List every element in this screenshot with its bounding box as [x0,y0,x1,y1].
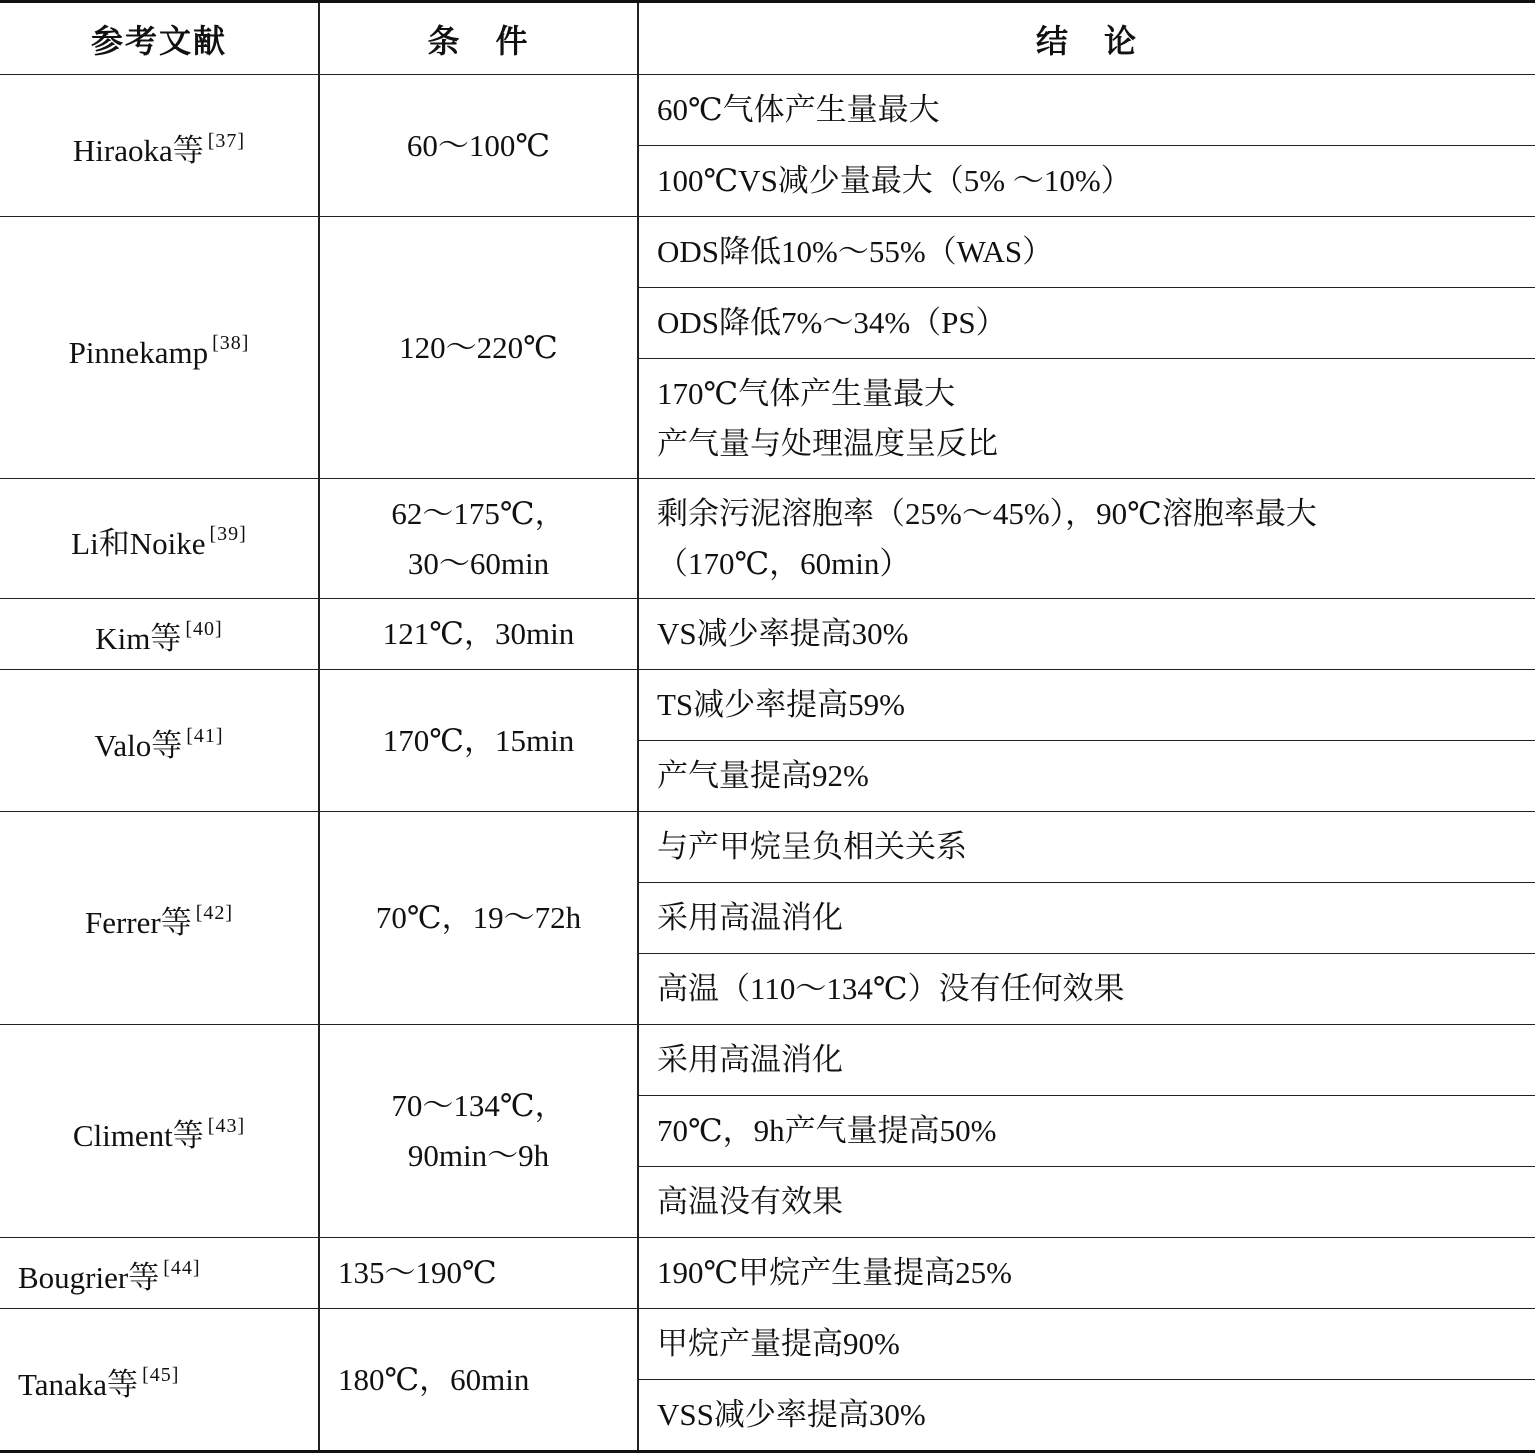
citation-number: [44] [163,1257,201,1279]
conclusion-text: 高温（110～134℃）没有任何效果 [657,971,1125,1006]
condition-text: 90min～9h [407,1138,550,1173]
condition-text: 70℃，19～72h [375,900,582,935]
condition-text: 120～220℃ [399,329,558,365]
condition-text: 135～190℃ [338,1255,497,1290]
table-body [0,75,1535,1452]
conclusion-cell [638,954,1535,1025]
reference-cell [0,1025,319,1238]
conclusion-text: VS减少率提高30% [657,616,909,651]
conclusion-text: TS减少率提高59% [657,687,905,722]
condition-cell [319,1025,638,1238]
conclusion-cell [638,670,1535,741]
reference-cell [0,812,319,1025]
conclusion-cell [638,75,1535,146]
condition-text: 62～175℃， [391,495,566,531]
reference-cell [0,599,319,670]
condition-text: 60～100℃ [406,127,551,163]
citation-number: [37] [207,129,246,152]
conclusion-cell [638,1309,1535,1380]
conclusion-cell [638,217,1535,288]
table-row [0,1309,1535,1380]
conclusion-cell [638,741,1535,812]
table-row [0,1238,1535,1309]
condition-text: 170℃，15min [382,722,575,758]
reference-cell [0,217,319,479]
conclusion-cell [638,1096,1535,1167]
citation-number: [43] [207,1115,246,1137]
header-condition: 条 件 [319,2,638,75]
table-row [0,217,1535,288]
reference-cell [0,1238,319,1309]
conclusion-text: 170℃气体产生量最大 [657,375,956,411]
reference-name: Pinnekamp [68,334,209,370]
table-row [0,1025,1535,1096]
citation-number: [40] [185,618,223,640]
conclusion-text: 与产甲烷呈负相关关系 [657,829,967,864]
conclusion-text: 60℃气体产生量最大 [657,92,940,127]
reference-name: Ferrer等 [84,905,192,940]
reference-name: Bougrier等 [18,1260,160,1295]
condition-text: 70～134℃， [391,1088,566,1123]
conclusion-text: 剩余污泥溶胞率（25%～45%），90℃溶胞率最大 [657,495,1317,531]
conclusion-cell [638,288,1535,359]
conclusion-text: 高温没有效果 [657,1184,843,1219]
conclusion-text: 100℃VS减少量最大（5% ～10%） [657,163,1132,198]
table-row [0,599,1535,670]
reference-cell [0,670,319,812]
conclusion-cell [638,1167,1535,1238]
reference-name: Valo等 [94,727,183,763]
conclusion-cell [638,479,1535,599]
conclusion-cell [638,812,1535,883]
conclusion-text: （170℃，60min） [657,545,911,581]
condition-cell [319,1238,638,1309]
citation-number: [38] [212,331,250,354]
conclusion-cell [638,1380,1535,1452]
citation-number: [39] [209,522,247,545]
reference-name: Climent等 [72,1118,204,1153]
conclusion-text: 产气量提高92% [657,758,869,793]
conclusion-text: 产气量与处理温度呈反比 [657,425,998,461]
header-row [0,2,1535,75]
conclusion-cell [638,883,1535,954]
conclusion-text: 70℃，9h产气量提高50% [657,1113,997,1148]
reference-cell [0,479,319,599]
condition-text: 180℃，60min [338,1361,530,1397]
condition-cell [319,670,638,812]
conclusion-text: ODS降低10%～55%（WAS） [657,234,1054,269]
citation-number: [42] [195,902,234,924]
condition-text: 121℃，30min [382,616,575,651]
conclusion-text: 采用高温消化 [657,900,843,935]
citation-number: [45] [142,1363,180,1386]
conclusion-text: 甲烷产量提高90% [657,1326,900,1361]
table-row [0,479,1535,599]
conclusion-cell [638,146,1535,217]
conclusion-cell [638,359,1535,479]
table-row [0,812,1535,883]
reference-cell [0,75,319,217]
condition-cell [319,217,638,479]
reference-cell [0,1309,319,1452]
reference-name: Hiraoka等 [72,132,204,168]
reference-name: Kim等 [95,621,182,656]
citation-number: [41] [186,724,224,747]
reference-name: Li和Noike [71,525,206,561]
condition-text: 30～60min [407,545,550,581]
conclusion-text: 190℃甲烷产生量提高25% [657,1255,1013,1290]
table-row [0,670,1535,741]
conclusion-cell [638,1025,1535,1096]
conclusion-text: ODS降低7%～34%（PS） [657,305,1007,340]
condition-cell [319,1309,638,1452]
condition-cell [319,479,638,599]
conclusion-cell [638,1238,1535,1309]
reference-name: Tanaka等 [18,1366,139,1402]
conclusion-text: VSS减少率提高30% [657,1397,926,1432]
condition-cell [319,812,638,1025]
header-reference: 参考文献 [0,2,319,75]
conclusion-text: 采用高温消化 [657,1042,843,1077]
conclusion-cell [638,599,1535,670]
header-conclusion: 结 论 [638,2,1535,75]
condition-cell [319,599,638,670]
condition-cell [319,75,638,217]
table-row [0,75,1535,146]
